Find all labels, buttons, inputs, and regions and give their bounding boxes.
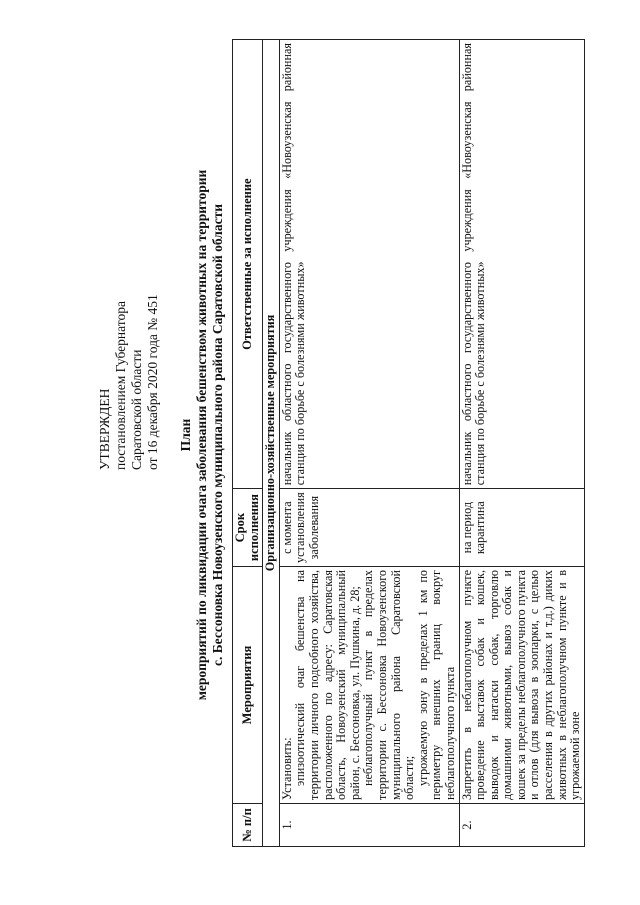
row-number: 1. <box>279 804 459 847</box>
header-action: Мероприятия <box>233 567 263 804</box>
row-number: 2. <box>459 804 584 847</box>
title-line: План <box>178 418 193 452</box>
action-intro: Установить: <box>279 737 294 800</box>
row-responsible: начальник областного государственного учреждения «Новоузенская районная станция по борьбе с болезнями животных» <box>279 40 459 489</box>
header-term: Срок исполнения <box>233 489 263 567</box>
header-no: № п/п <box>233 804 263 847</box>
action-paragraph: неблагополучный пункт в пределах территории с. Бессоновка Новоузенского муниципального района Саратовской области; <box>361 570 417 800</box>
table-row <box>459 40 584 847</box>
row-term: на период карантина <box>459 489 584 567</box>
table-row <box>279 40 459 847</box>
action-paragraph: угрожаемую зону в пределах 1 км по периметру внешних границ вокруг неблагополучного пункта <box>415 570 457 800</box>
section-row <box>263 40 280 847</box>
approval-stamp <box>97 294 161 470</box>
header-responsible: Ответственные за исполнение <box>233 40 263 489</box>
document-title <box>178 75 226 795</box>
approval-line: Саратовской области <box>129 349 144 470</box>
row-term: с момента установления заболевания <box>279 489 459 567</box>
table-header-row <box>233 40 263 847</box>
action-paragraph: эпизоотический очаг бешенства на территории личного подсобного хозяйства, расположенного по адресу: Саратовская область, Новоузенский муниципальный район, с. Бессоновка, ул. Пушкина, д. 28; <box>293 570 362 800</box>
plan-table <box>232 39 585 847</box>
section-title: Организационно-хозяйственные мероприятия <box>263 40 280 847</box>
row-responsible: начальник областного государственного учреждения «Новоузенская районная станция по борьбе с болезнями животных» <box>459 40 584 489</box>
row-action <box>279 567 459 804</box>
approval-line: УТВЕРЖДЕН <box>97 388 112 470</box>
title-line: мероприятий по ликвидации очага заболевания бешенством животных на территории <box>194 169 209 701</box>
approval-line: от 16 декабря 2020 года № 451 <box>145 294 160 470</box>
approval-line: постановлением Губернатора <box>113 301 128 470</box>
title-line: с. Бессоновка Новоузенского муниципального района Саратовской области <box>210 204 225 666</box>
row-action: Запретить в неблагополучном пункте проведение выставок собак и кошек, выводок и натаски собак, торговлю домашними животными, вывоз собак и кошек за пределы неблагополучного пункта и отлов (для вывоза в зоопарки, с целью расселения в других районах и т.д.) диких животных в неблагополучном пункте и в угрожаемой зоне <box>459 567 584 804</box>
